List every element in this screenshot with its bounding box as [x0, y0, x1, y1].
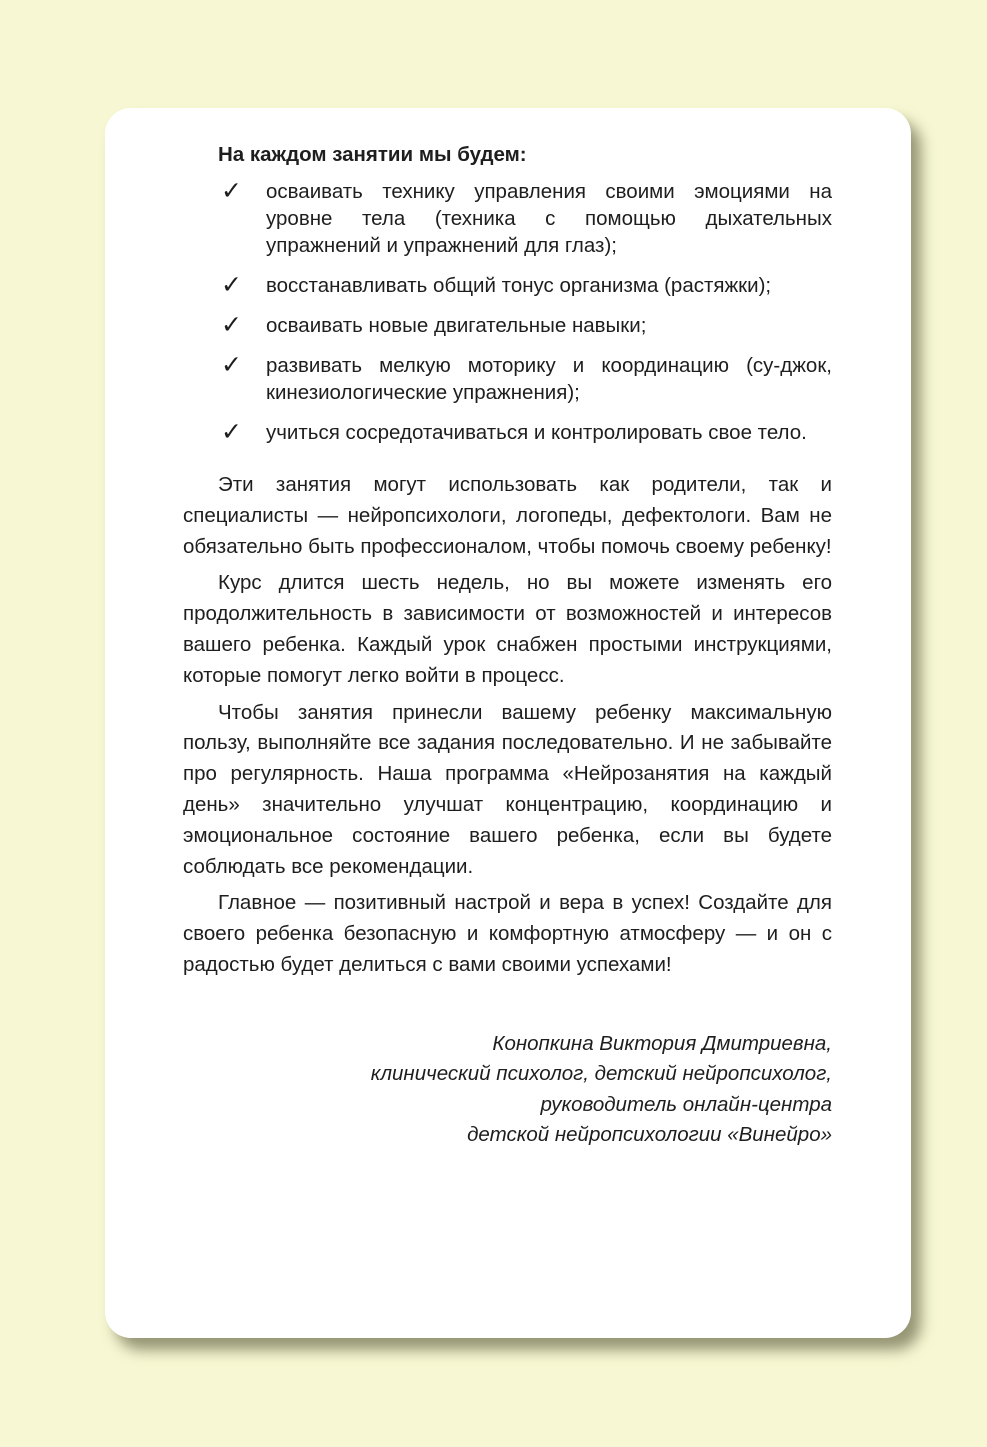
paragraph: Курс длится шесть недель, но вы можете изменять его продолжительность в зависимости от возможностей и интересов вашего ребенка. Каждый урок снабжен простыми инструкциями, которые помогут легко войти в процесс. — [183, 571, 832, 687]
paragraph: Главное — позитивный настрой и вера в успех! Создайте для своего ребенка безопасную и комфортную атмосферу — и он с радостью будет делиться с вами своими успехами! — [183, 891, 832, 976]
checklist-item — [183, 178, 832, 259]
author-signature — [183, 1029, 832, 1151]
check-mark-icon: ✓ — [221, 176, 242, 205]
checklist-item-text: восстанавливать общий тонус организма (растяжки); — [266, 274, 772, 297]
checklist-item-text: учиться сосредотачиваться и контролировать свое тело. — [266, 421, 807, 444]
checklist-item — [183, 352, 832, 406]
activity-checklist — [183, 178, 832, 446]
check-mark-icon: ✓ — [221, 310, 242, 339]
check-mark-icon: ✓ — [221, 350, 242, 379]
checklist-item-text: развивать мелкую моторику и координацию (су-джок, кинезиологические упражнения); — [266, 354, 832, 404]
paragraph: Чтобы занятия принесли вашему ребенку максимальную пользу, выполняйте все задания последовательно. И не забывайте про регулярность. Наша программа «Нейрозанятия на каждый день» значительно улучшат концентрацию, координацию и эмоциональное состояние вашего ребенка, если вы будете соблюдать все рекомендации. — [183, 700, 832, 878]
checklist-item-text: осваивать технику управления своими эмоциями на уровне тела (техника с помощью дыхательных упражнений и упражнений для глаз); — [266, 180, 832, 257]
check-mark-icon: ✓ — [221, 270, 242, 299]
author-organization: детской нейропсихологии «Винейро» — [467, 1123, 832, 1147]
checklist-item — [183, 312, 832, 339]
author-role: клинический психолог, детский нейропсихолог, — [370, 1062, 832, 1086]
page-content — [183, 140, 832, 1151]
body-text — [183, 470, 832, 981]
paragraph: Эти занятия могут использовать как родители, так и специалисты — нейропсихологи, логопеды, дефектологи. Вам не обязательно быть профессионалом, чтобы помочь своему ребенку! — [183, 473, 832, 558]
checklist-item — [183, 272, 832, 299]
check-mark-icon: ✓ — [221, 417, 242, 446]
author-position: руководитель онлайн-центра — [540, 1092, 832, 1116]
checklist-item-text: осваивать новые двигательные навыки; — [266, 314, 647, 337]
intro-heading: На каждом занятии мы будем: — [218, 143, 527, 166]
checklist-item — [183, 419, 832, 446]
author-name: Конопкина Виктория Дмитриевна, — [492, 1031, 832, 1055]
